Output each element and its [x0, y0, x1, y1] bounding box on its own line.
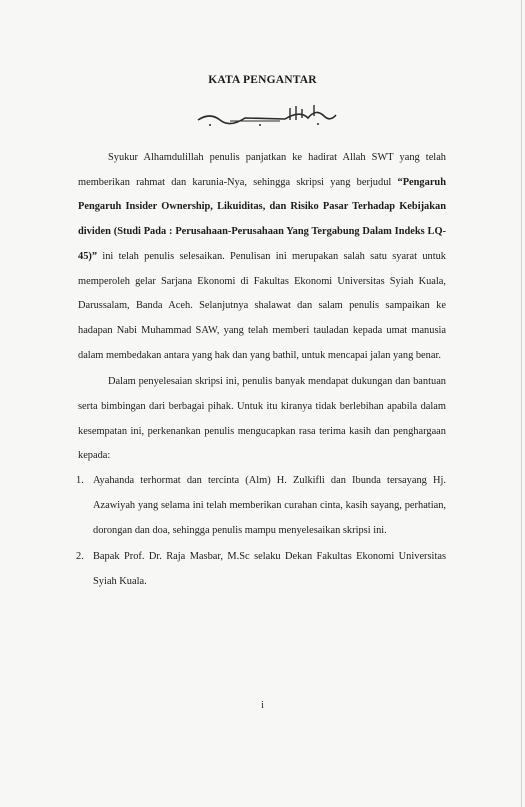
list-item — [78, 545, 446, 594]
page-title: KATA PENGANTAR — [208, 74, 317, 86]
page-number: i — [261, 700, 264, 711]
scan-edge-line — [521, 0, 522, 807]
paragraph-intro — [78, 146, 446, 368]
thesis-title: “Pengaruh Pengaruh Insider Ownership, Likuiditas, dan Risiko Pasar Terhadap Kebijakan dividen (Studi Pada : Perusahaan-Perusahaan Yang Tergabung Dalam Indeks LQ-45)” — [78, 176, 446, 262]
paragraph-intro-part-c: ini telah penulis selesaikan. Penulisan ini merupakan salah satu syarat untuk memperoleh gelar Sarjana Ekonomi di Fakultas Ekonomi Universitas Syiah Kuala, Darussalam, Banda Aceh. Selanjutnya shalawat dan salam penulis sampaikan ke hadapan Nabi Muhammad SAW, yang telah memberi tauladan kepada umat manusia dalam membedakan antara yang hak dan yang bathil, untuk mencapai jalan yang benar. — [78, 250, 446, 361]
list-item-number: 2. — [76, 551, 84, 563]
paragraph-intro-part-a: Syukur Alhamdulillah penulis panjatkan ke hadirat Allah SWT yang telah memberikan rahmat dan karunia-Nya, sehingga skripsi yang berjudul — [78, 152, 446, 188]
list-item-text: Bapak Prof. Dr. Raja Masbar, M.Sc selaku Dekan Fakultas Ekonomi Universitas Syiah Kuala. — [93, 551, 446, 587]
paragraph-acknowledgement: Dalam penyelesaian skripsi ini, penulis banyak mendapat dukungan dan bantuan serta bimbingan dari berbagai pihak. Untuk itu kiranya tidak berlebihan apabila dalam kesempatan ini, perkenankan penulis mengucapkan rasa terima kasih dan penghargaan kepada: — [78, 376, 446, 462]
list-item — [78, 469, 446, 543]
body-text — [78, 146, 446, 595]
list-item-text: Ayahanda terhormat dan tercinta (Alm) H. Zulkifli dan Ibunda tersayang Hj. Azawiyah yang selama ini telah memberikan curahan cinta, kasih sayang, perhatian, dorongan dan doa, sehingga penulis mampu menyelesaikan skripsi ini. — [93, 475, 446, 536]
basmalah-calligraphy — [190, 100, 340, 130]
acknowledgement-list — [78, 469, 446, 595]
list-item-number: 1. — [76, 475, 84, 487]
